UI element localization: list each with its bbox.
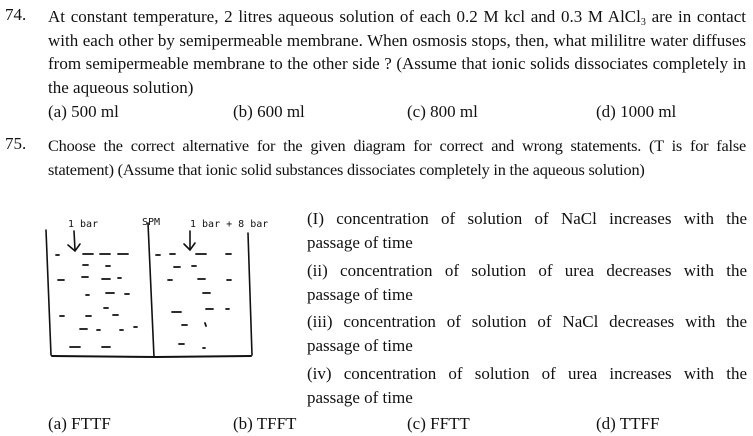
question-text: At constant temperature, 2 litres aqueous solution of each 0.2 M kcl and 0.3 M AlCl$_3$ are in contact with each other by semipermeable membrane. When osmosis stops, then, what mililitre water diffuses from semipermeable membrane to the other side ? (Assume that ionic solids dissociates completely in the aqueous solution) bbox=[48, 7, 747, 97]
osmosis-diagram bbox=[30, 205, 300, 365]
question-text: Choose the correct alternative for the given diagram for correct and wrong statements. (T is for false statement) (Assume that ionic solid substances dissociates completely in the aqueous solution) bbox=[48, 136, 746, 179]
option-c[interactable]: (c) 800 ml bbox=[407, 102, 478, 121]
option-d[interactable]: (d) TTFF bbox=[596, 414, 660, 433]
option-a[interactable]: (a) 500 ml bbox=[48, 102, 119, 121]
diagram-labels bbox=[68, 217, 268, 230]
option-d[interactable]: (d) 1000 ml bbox=[596, 102, 677, 121]
left-pressure-label: 1 bar bbox=[68, 219, 99, 230]
option-b[interactable]: (b) 600 ml bbox=[233, 102, 305, 121]
question-number: 75. bbox=[5, 134, 27, 153]
statement-4: (iv) concentration of solution of urea increases with the passage of time bbox=[307, 364, 747, 407]
question-number: 74. bbox=[5, 5, 27, 24]
right-pressure-label: 1 bar + 8 bar bbox=[190, 219, 269, 230]
option-b[interactable]: (b) TFFT bbox=[233, 414, 297, 433]
spm-label: SPM bbox=[142, 217, 161, 228]
option-a[interactable]: (a) FTTF bbox=[48, 414, 111, 433]
option-c[interactable]: (c) FFTT bbox=[407, 414, 470, 433]
statement-3: (iii) concentration of solution of NaCl decreases with the passage of time bbox=[307, 312, 747, 355]
statement-2: (ii) concentration of solution of urea decreases with the passage of time bbox=[307, 261, 747, 304]
statement-1: (I) concentration of solution of NaCl increases with the passage of time bbox=[307, 209, 747, 252]
